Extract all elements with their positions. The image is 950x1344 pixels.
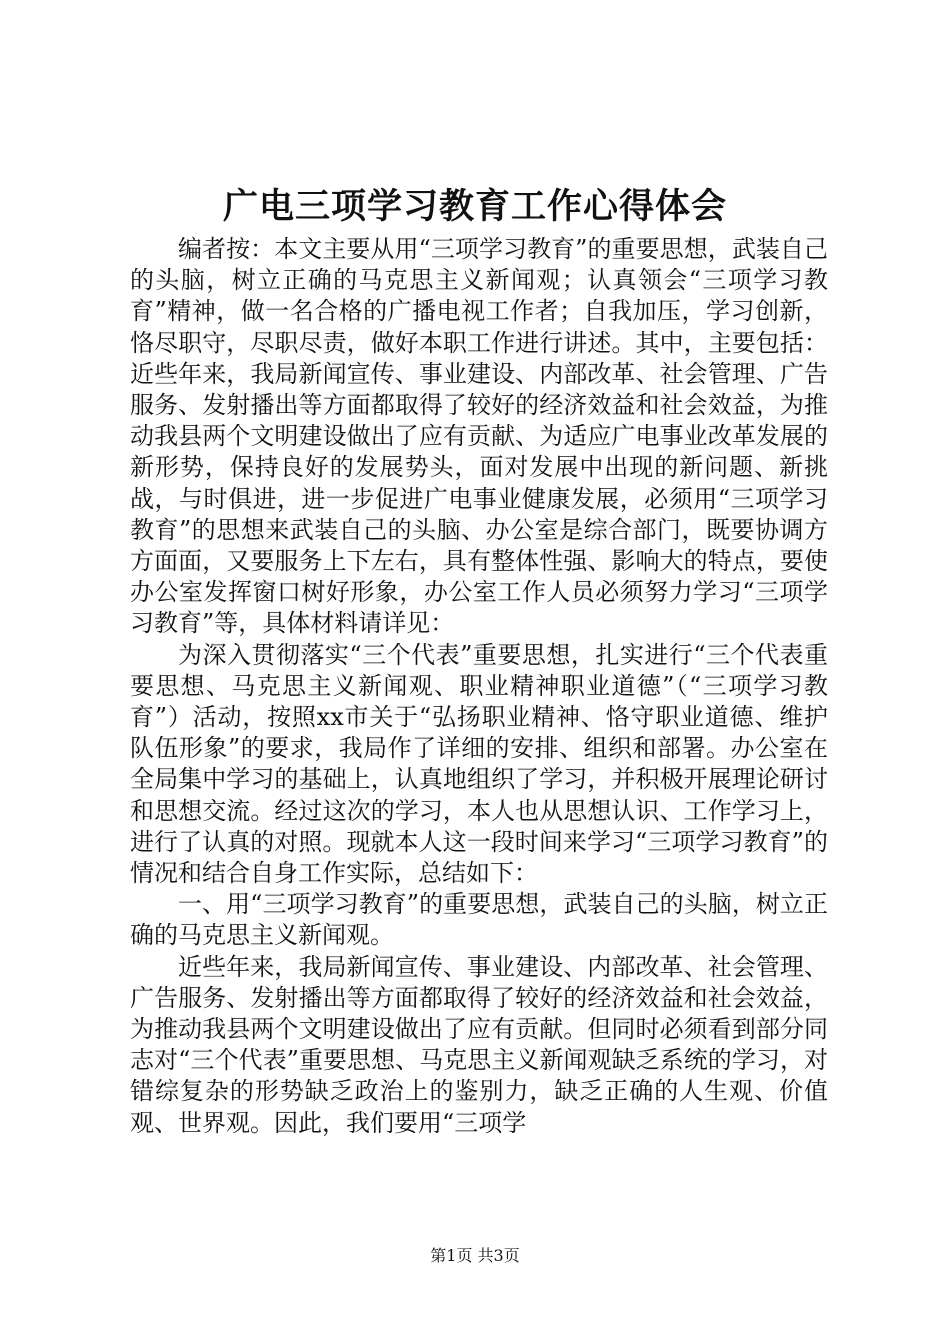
section-heading-paragraph: 一、用“三项学习教育”的重要思想，武装自己的头脑，树立正确的马克思主义新闻观。 <box>130 890 828 950</box>
document-title: 广电三项学习教育工作心得体会 <box>222 186 727 227</box>
editor-note-paragraph: 编者按：本文主要从用“三项学习教育”的重要思想，武装自己的头脑，树立正确的马克思主义新闻观；认真领会“三项学习教育”精神，做一名合格的广播电视工作者；自我加压，学习创新，恪尽职守，尽职尽责，做好本职工作进行讲述。其中，主要包括：近些年来，我局新闻宣传、事业建设、内部改革、社会管理、广告服务、发射播出等方面都取得了较好的经济效益和社会效益，为推动我县两个文明建设做出了应有贡献、为适应广电事业改革发展的新形势，保持良好的发展势头，面对发展中出现的新问题、新挑战，与时俱进，进一步促进广电事业健康发展，必须用“三项学习教育”的思想来武装自己的头脑、办公室是综合部门，既要协调方方面面，又要服务上下左右，具有整体性强、影响大的特点，要使办公室发挥窗口树好形象，办公室工作人员必须努力学习“三项学习教育”等，具体材料请详见： <box>130 235 828 638</box>
document-body <box>130 234 828 1139</box>
intro-paragraph: 为深入贯彻落实“三个代表”重要思想，扎实进行“三个代表重要思想、马克思主义新闻观、职业精神职业道德”（“三项学习教育”）活动，按照xx市关于“弘扬职业精神、恪守职业道德、维护队伍形象”的要求，我局作了详细的安排、组织和部署。办公室在全局集中学习的基础上，认真地组织了学习，并积极开展理论研讨和思想交流。经过这次的学习，本人也从思想认识、工作学习上，进行了认真的对照。现就本人这一段时间来学习“三项学习教育”的情况和结合自身工作实际，总结如下： <box>130 640 828 888</box>
body-paragraph: 近些年来，我局新闻宣传、事业建设、内部改革、社会管理、广告服务、发射播出等方面都取得了较好的经济效益和社会效益，为推动我县两个文明建设做出了应有贡献。但同时必须看到部分同志对“三个代表”重要思想、马克思主义新闻观缺乏系统的学习，对错综复杂的形势缺乏政治上的鉴别力，缺乏正确的人生观、价值观、世界观。因此，我们要用“三项学 <box>130 952 828 1137</box>
page-number-footer: 第1页 共3页 <box>430 1246 520 1265</box>
